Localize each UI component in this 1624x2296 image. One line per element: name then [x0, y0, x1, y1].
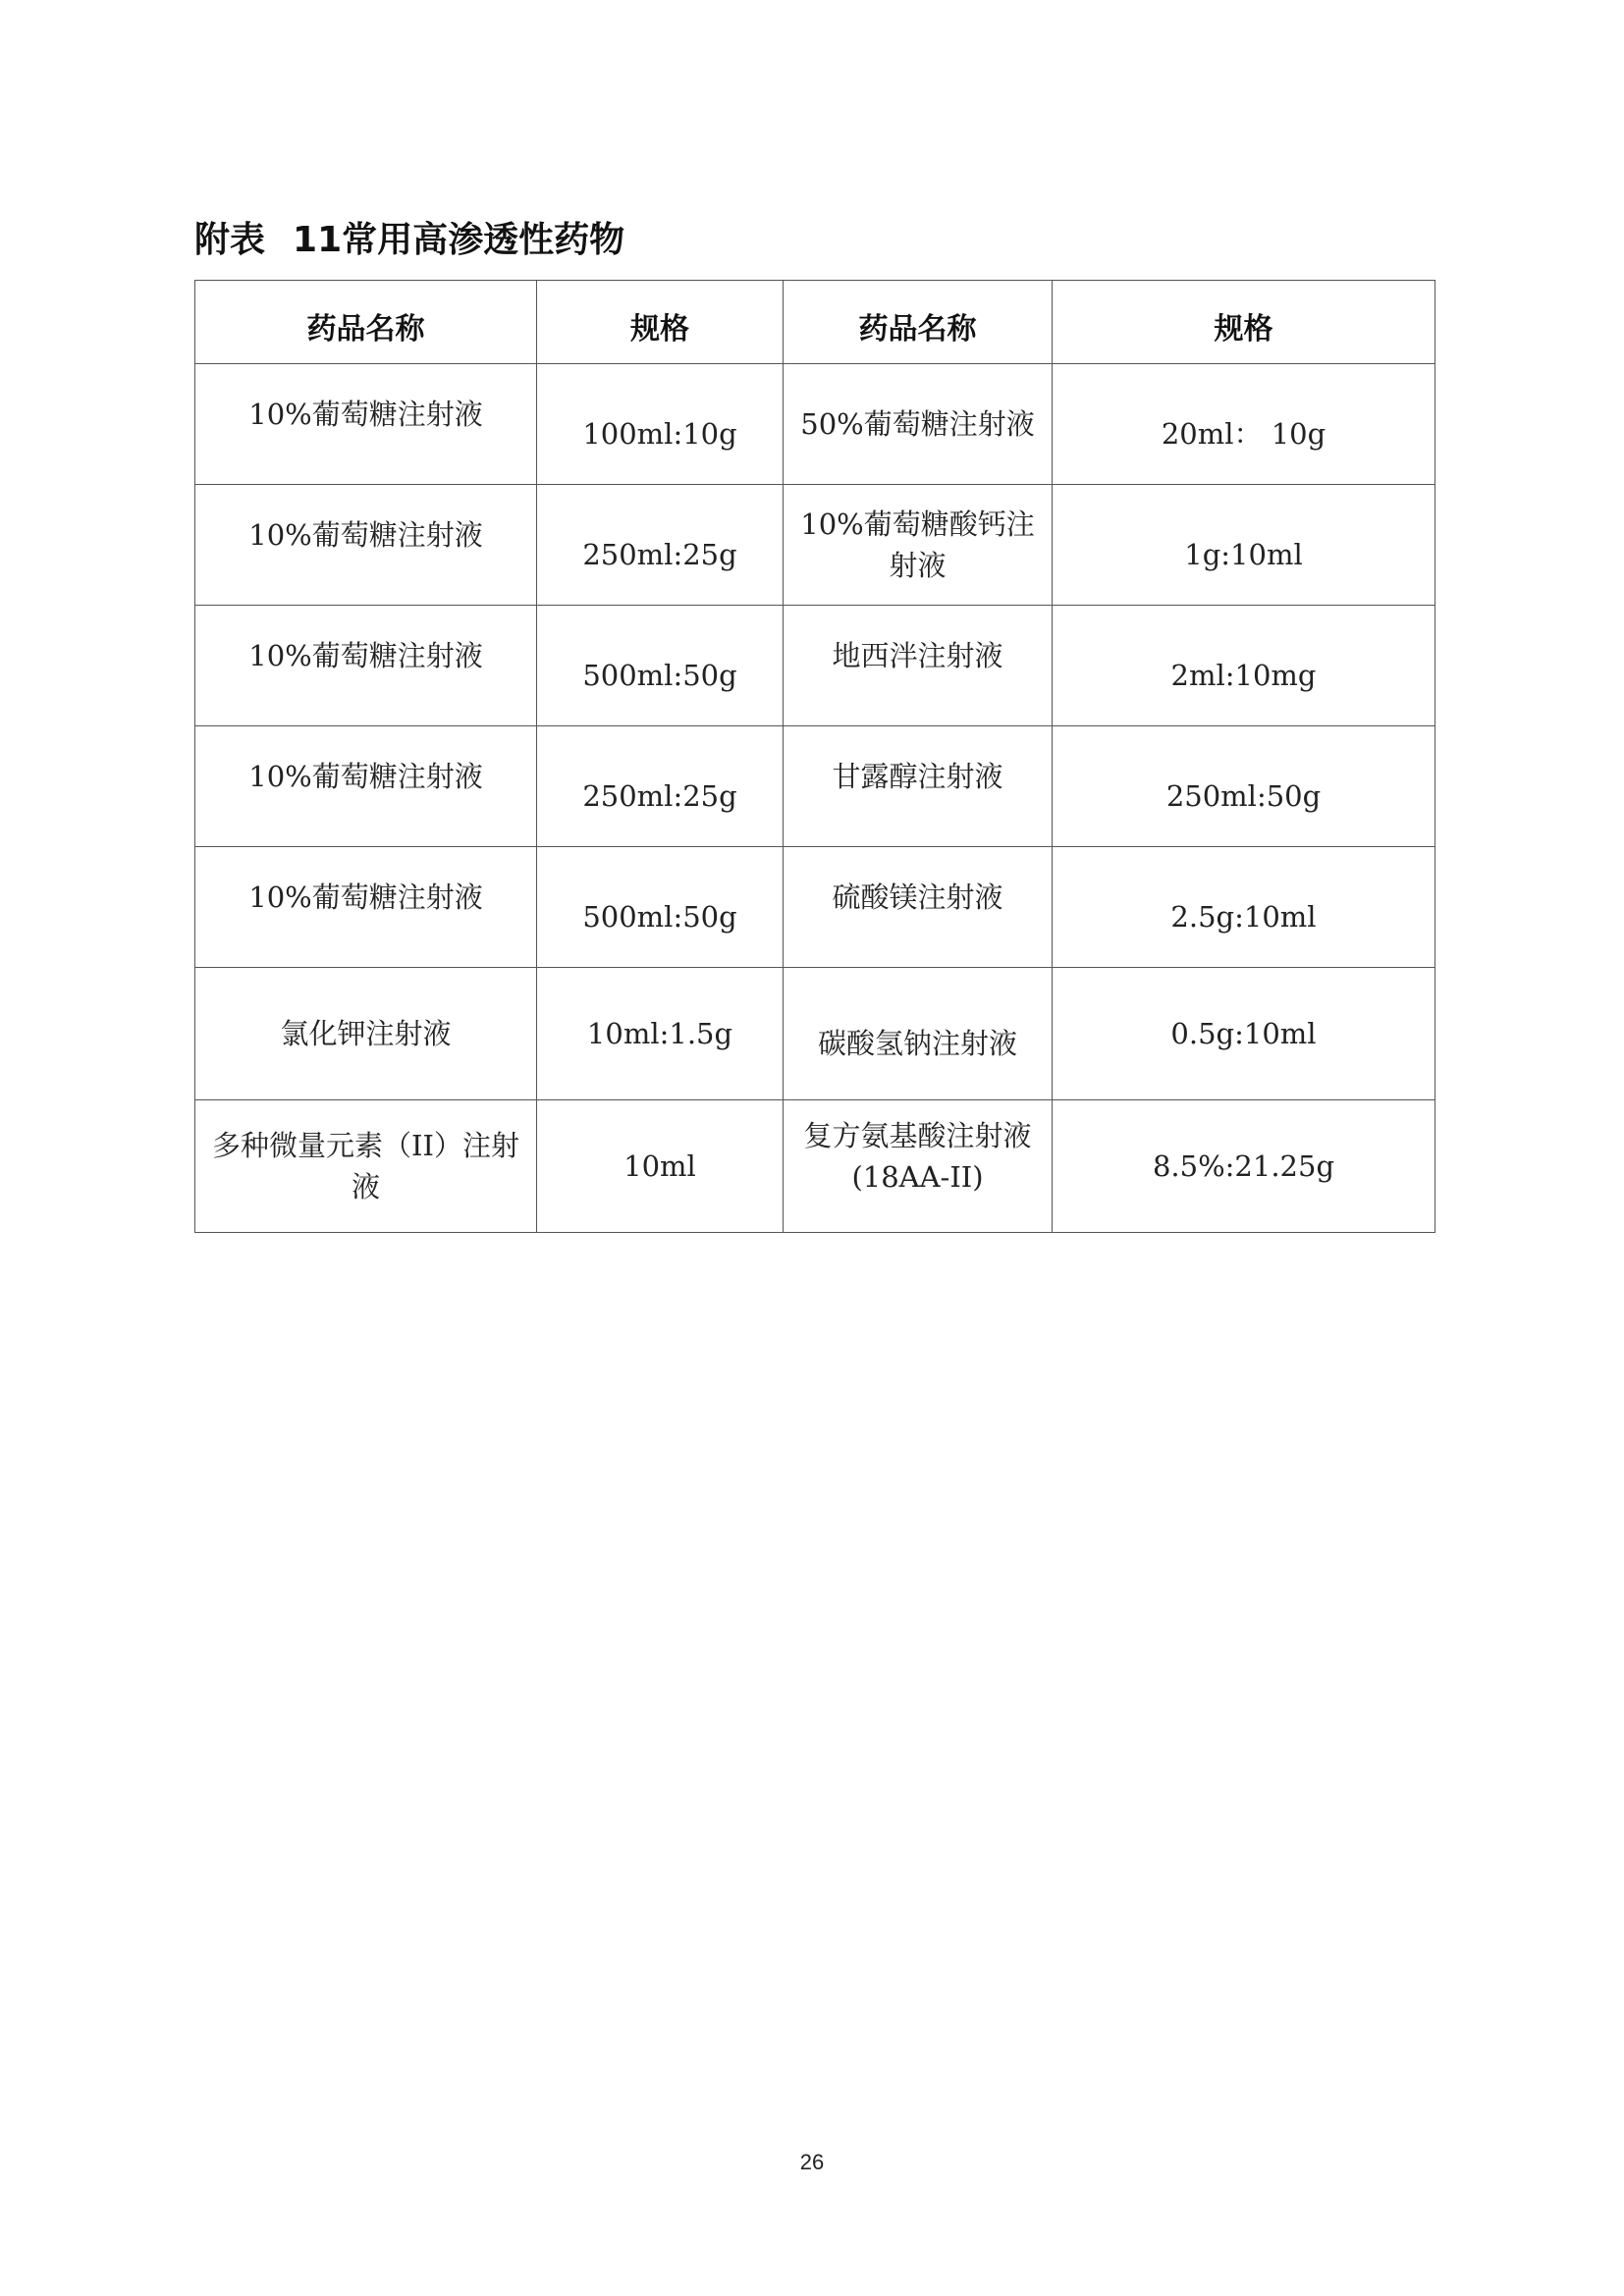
- drug-name-cell: 10%葡萄糖注射液: [195, 606, 537, 726]
- table-row: [195, 364, 1435, 485]
- table-row: [195, 485, 1435, 606]
- table-row: [195, 1100, 1435, 1233]
- drug-name-cell: 10%葡萄糖注射液: [195, 726, 537, 847]
- drug-table: [194, 280, 1435, 1233]
- spec-cell: 1g:10ml: [1053, 485, 1435, 606]
- drug-name-cell: 复方氨基酸注射液(18AA-II): [784, 1100, 1053, 1233]
- table-header-row: [195, 281, 1435, 364]
- header-drug-name-2: 药品名称: [784, 281, 1053, 364]
- table-row: [195, 968, 1435, 1100]
- drug-name-cell: 甘露醇注射液: [784, 726, 1053, 847]
- title-prefix: 附表: [194, 220, 266, 260]
- drug-name-cell: 10%葡萄糖注射液: [195, 364, 537, 485]
- drug-name-cell: 10%葡萄糖注射液: [195, 485, 537, 606]
- header-spec-2: 规格: [1053, 281, 1435, 364]
- spec-cell: 250ml:25g: [537, 485, 784, 606]
- spec-cell: 250ml:25g: [537, 726, 784, 847]
- table-row: [195, 726, 1435, 847]
- header-spec-1: 规格: [537, 281, 784, 364]
- spec-cell: 500ml:50g: [537, 847, 784, 968]
- drug-name-cell: 氯化钾注射液: [195, 968, 537, 1100]
- spec-cell: 100ml:10g: [537, 364, 784, 485]
- header-drug-name-1: 药品名称: [195, 281, 537, 364]
- title-text: 11常用高渗透性药物: [293, 220, 625, 260]
- spec-cell: 10ml: [537, 1100, 784, 1233]
- table-row: [195, 847, 1435, 968]
- drug-name-cell: 地西泮注射液: [784, 606, 1053, 726]
- spec-cell: 0.5g:10ml: [1053, 968, 1435, 1100]
- drug-name-cell: 多种微量元素（II）注射液: [195, 1100, 537, 1233]
- page-title: [194, 212, 624, 262]
- page-number: 26: [799, 2150, 825, 2174]
- drug-name-cell: 硫酸镁注射液: [784, 847, 1053, 968]
- spec-cell: 10ml:1.5g: [537, 968, 784, 1100]
- spec-cell: 500ml:50g: [537, 606, 784, 726]
- drug-name-cell: 10%葡萄糖酸钙注射液: [784, 485, 1053, 606]
- spec-cell: 2ml:10mg: [1053, 606, 1435, 726]
- spec-cell: 20ml： 10g: [1053, 364, 1435, 485]
- spec-cell: 8.5%:21.25g: [1053, 1100, 1435, 1233]
- spec-cell: 2.5g:10ml: [1053, 847, 1435, 968]
- drug-name-cell: 10%葡萄糖注射液: [195, 847, 537, 968]
- drug-name-cell: 碳酸氢钠注射液: [784, 968, 1053, 1100]
- spec-cell: 250ml:50g: [1053, 726, 1435, 847]
- table-row: [195, 606, 1435, 726]
- drug-name-cell: 50%葡萄糖注射液: [784, 364, 1053, 485]
